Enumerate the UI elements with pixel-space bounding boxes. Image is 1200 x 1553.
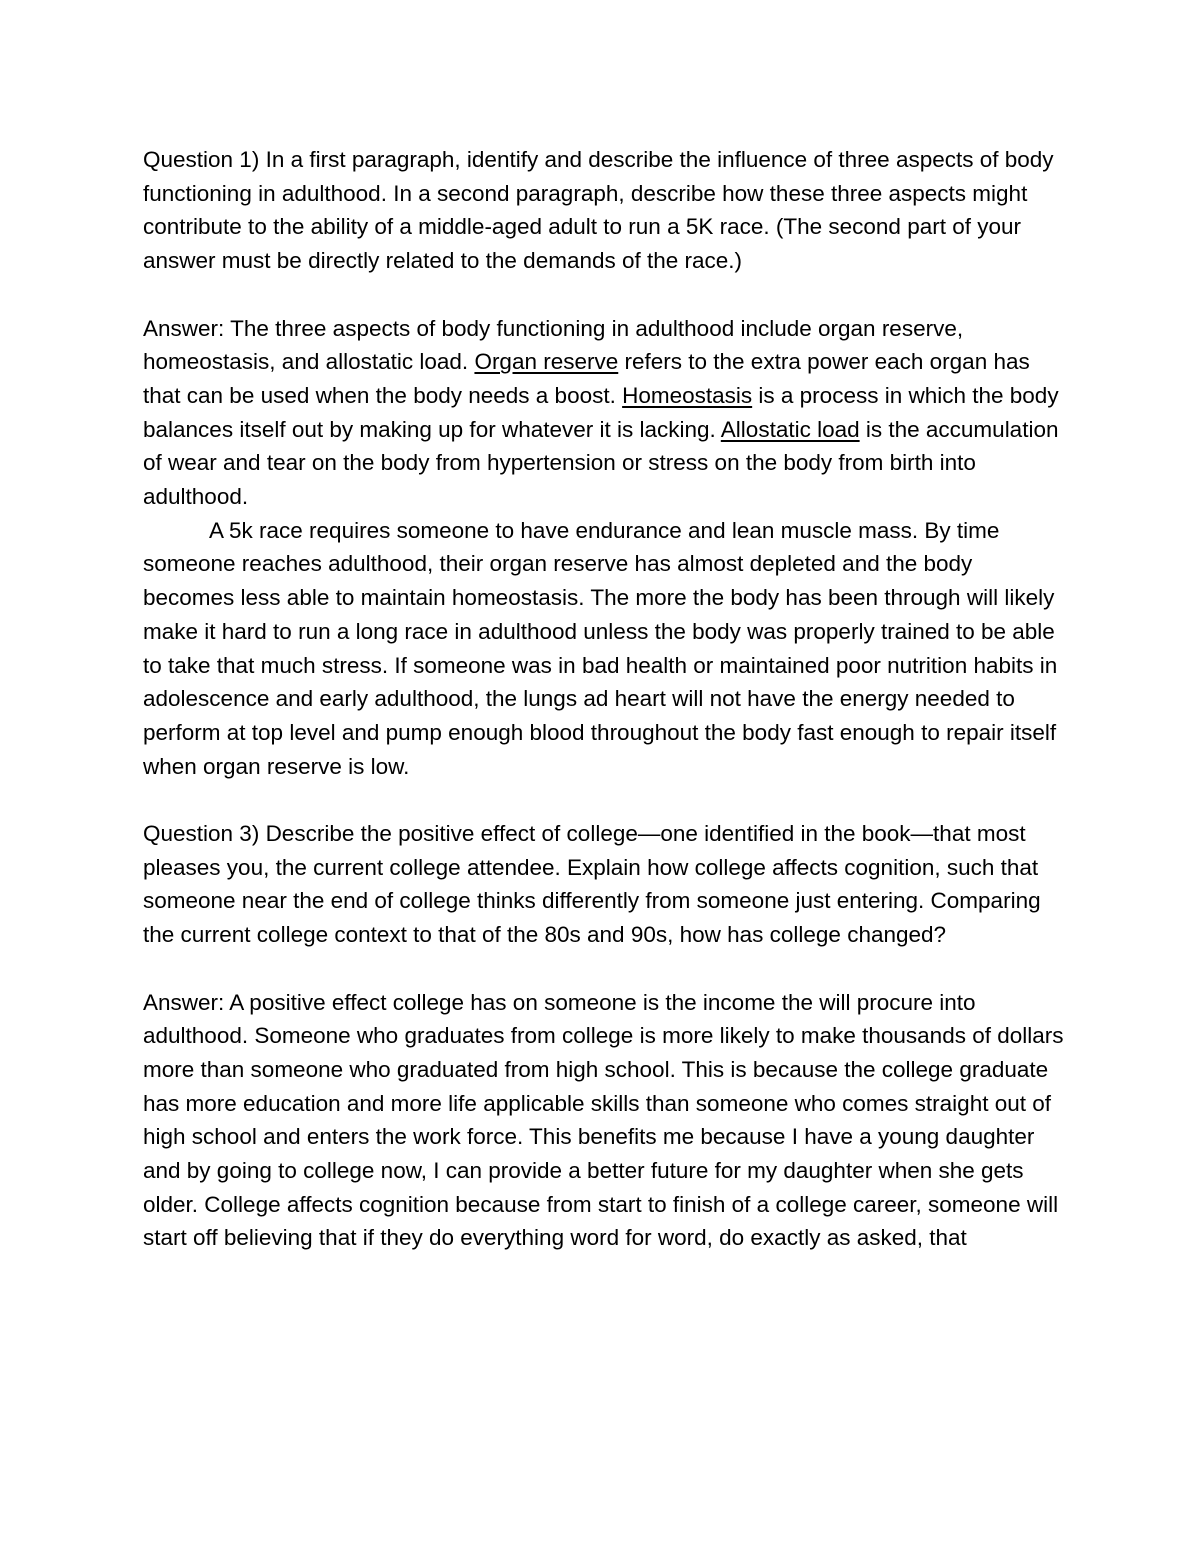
answer-1-paragraph <box>143 312 1068 514</box>
question-1-text: Question 1) In a first paragraph, identify and describe the influence of three aspects of body functioning in adulthood. In a second paragraph, describe how these three aspects might contribute to the ability of a middle-aged adult to run a 5K race. (The second part of your answer must be directly related to the demands of the race.) <box>143 147 1054 274</box>
question-3-text: Question 3) Describe the positive effect of college—one identified in the book—that most pleases you, the current college attendee. Explain how college affects cognition, such that someone near the end of college thinks differently from someone just entering. Comparing the current college context to that of the 80s and 90s, how has college changed? <box>143 821 1041 948</box>
term-allostatic-load: Allostatic load <box>720 416 860 442</box>
term-homeostasis: Homeostasis <box>622 382 753 408</box>
answer-1-second-paragraph: A 5k race requires someone to have endurance and lean muscle mass. By time someone reaches adulthood, their organ reserve has almost depleted and the body becomes less able to maintain homeostasis. The more the body has been through will likely make it hard to run a long race in adulthood unless the body was properly trained to be able to take that much stress. If someone was in bad health or maintained poor nutrition habits in adolescence and early adulthood, the lungs ad heart will not have the energy needed to perform at top level and pump enough blood throughout the body fast enough to repair itself when organ reserve is low. <box>143 517 1058 779</box>
answer-3-paragraph: Answer: A positive effect college has on someone is the income the will procure into adulthood. Someone who graduates from college is more likely to make thousands of dollars more than someone who graduated from high school. This is because the college graduate has more education and more life applicable skills than someone who comes straight out of high school and enters the work force. This benefits me because I have a young daughter and by going to college now, I can provide a better future for my daughter when she gets older. College affects cognition because from start to finish of a college career, someone will start off believing that if they do everything word for word, do exactly as asked, that <box>143 989 1064 1251</box>
document-body <box>143 143 1068 1255</box>
answer-1-intro: Answer: The three aspects of body functioning in adulthood include organ reserve, homeostasis, and allostatic load. <box>143 315 964 375</box>
definition-homeostasis: is a process in which the body balances itself out by making up for whatever it is lacking. <box>143 382 1059 442</box>
paragraph-gap <box>143 278 1068 312</box>
term-organ-reserve: Organ reserve <box>474 349 619 375</box>
paragraph-gap <box>143 783 1068 817</box>
definition-organ-reserve: refers to the extra power each organ has that can be used when the body needs a boost. <box>143 349 1030 408</box>
definition-allostatic-load: is the accumulation of wear and tear on the body from hypertension or stress on the body from birth into adulthood. <box>143 416 1059 510</box>
paragraph-gap <box>143 952 1068 986</box>
